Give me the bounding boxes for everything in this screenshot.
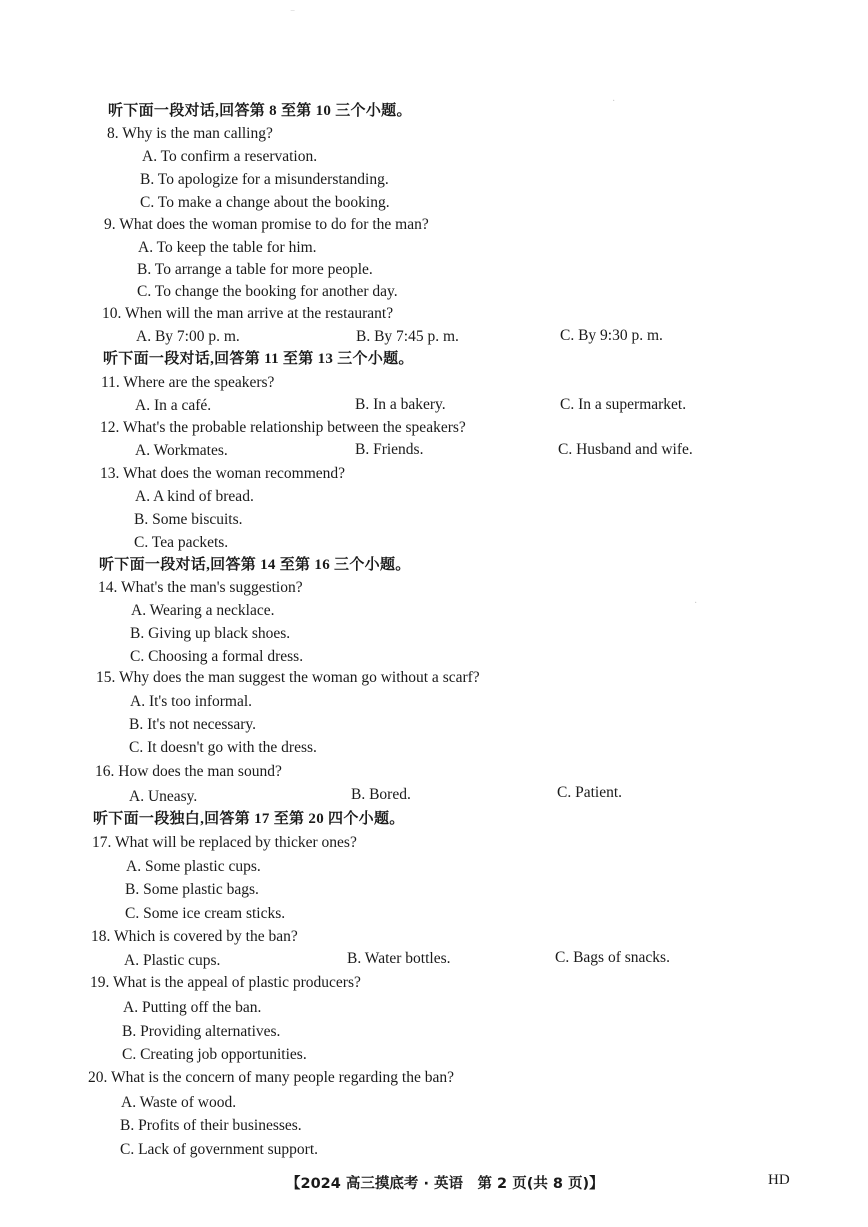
page-footer: 【2024 高三摸底考 · 英语 第 2 页(共 8 页)】 <box>286 1176 604 1192</box>
option: C. Choosing a formal dress. <box>130 648 304 665</box>
paper-code: HD <box>768 1172 790 1188</box>
option: C. Bags of snacks. <box>555 949 670 966</box>
option: C. Lack of government support. <box>120 1141 319 1158</box>
question-stem: 20. What is the concern of many people regarding the ban? <box>88 1069 454 1086</box>
option: A. To confirm a reservation. <box>142 148 318 165</box>
option: A. Workmates. <box>135 442 228 459</box>
option: C. Creating job opportunities. <box>122 1046 307 1063</box>
option: B. Profits of their businesses. <box>120 1117 302 1134</box>
question-stem: 12. What's the probable relationship between the speakers? <box>100 419 466 436</box>
question-stem: 11. Where are the speakers? <box>101 374 275 391</box>
question-stem: 8. Why is the man calling? <box>107 125 273 142</box>
option: B. By 7:45 p. m. <box>356 328 459 345</box>
option: B. Bored. <box>351 786 411 803</box>
scan-speck: · <box>612 96 616 107</box>
option: C. By 9:30 p. m. <box>560 327 663 344</box>
question-stem: 14. What's the man's suggestion? <box>98 579 303 596</box>
option: A. It's too informal. <box>130 693 253 710</box>
scan-speck: ⁻ <box>290 8 296 19</box>
question-stem: 19. What is the appeal of plastic producers? <box>90 974 361 991</box>
question-stem: 9. What does the woman promise to do for the man? <box>104 216 429 233</box>
option: B. Providing alternatives. <box>122 1023 281 1040</box>
question-stem: 13. What does the woman recommend? <box>100 465 346 482</box>
option: A. By 7:00 p. m. <box>136 328 240 345</box>
option: A. In a café. <box>135 397 212 414</box>
question-stem: 10. When will the man arrive at the restaurant? <box>102 305 394 322</box>
option: B. It's not necessary. <box>129 716 257 733</box>
section-heading: 听下面一段对话,回答第 8 至第 10 三个小题。 <box>108 103 412 119</box>
scan-speck: · <box>694 598 698 609</box>
question-stem: 16. How does the man sound? <box>95 763 282 780</box>
option: C. In a supermarket. <box>560 396 687 413</box>
option: B. Water bottles. <box>347 950 451 967</box>
option: B. Giving up black shoes. <box>130 625 291 642</box>
option: A. Wearing a necklace. <box>131 602 275 619</box>
option: B. Some plastic bags. <box>125 881 259 898</box>
option: B. To arrange a table for more people. <box>137 261 373 278</box>
option: C. Husband and wife. <box>558 441 693 458</box>
question-stem: 18. Which is covered by the ban? <box>91 928 298 945</box>
option: A. Some plastic cups. <box>126 858 261 875</box>
option: C. Some ice cream sticks. <box>125 905 286 922</box>
section-heading: 听下面一段对话,回答第 14 至第 16 三个小题。 <box>99 557 411 573</box>
option: A. A kind of bread. <box>135 488 254 505</box>
option: A. To keep the table for him. <box>138 239 317 256</box>
option: A. Putting off the ban. <box>123 999 262 1016</box>
option: C. Tea packets. <box>134 534 229 551</box>
option: B. To apologize for a misunderstanding. <box>140 171 389 188</box>
question-stem: 15. Why does the man suggest the woman go without a scarf? <box>96 669 480 686</box>
question-stem: 17. What will be replaced by thicker ones? <box>92 834 357 851</box>
option: B. In a bakery. <box>355 396 446 413</box>
option: B. Some biscuits. <box>134 511 243 528</box>
option: A. Waste of wood. <box>121 1094 237 1111</box>
option: C. Patient. <box>557 784 623 801</box>
option: C. To make a change about the booking. <box>140 194 390 211</box>
option: A. Uneasy. <box>129 788 198 805</box>
option: B. Friends. <box>355 441 424 458</box>
option: A. Plastic cups. <box>124 952 221 969</box>
option: C. To change the booking for another day. <box>137 283 398 300</box>
section-heading: 听下面一段独白,回答第 17 至第 20 四个小题。 <box>93 811 405 827</box>
section-heading: 听下面一段对话,回答第 11 至第 13 三个小题。 <box>103 351 414 367</box>
option: C. It doesn't go with the dress. <box>129 739 317 756</box>
